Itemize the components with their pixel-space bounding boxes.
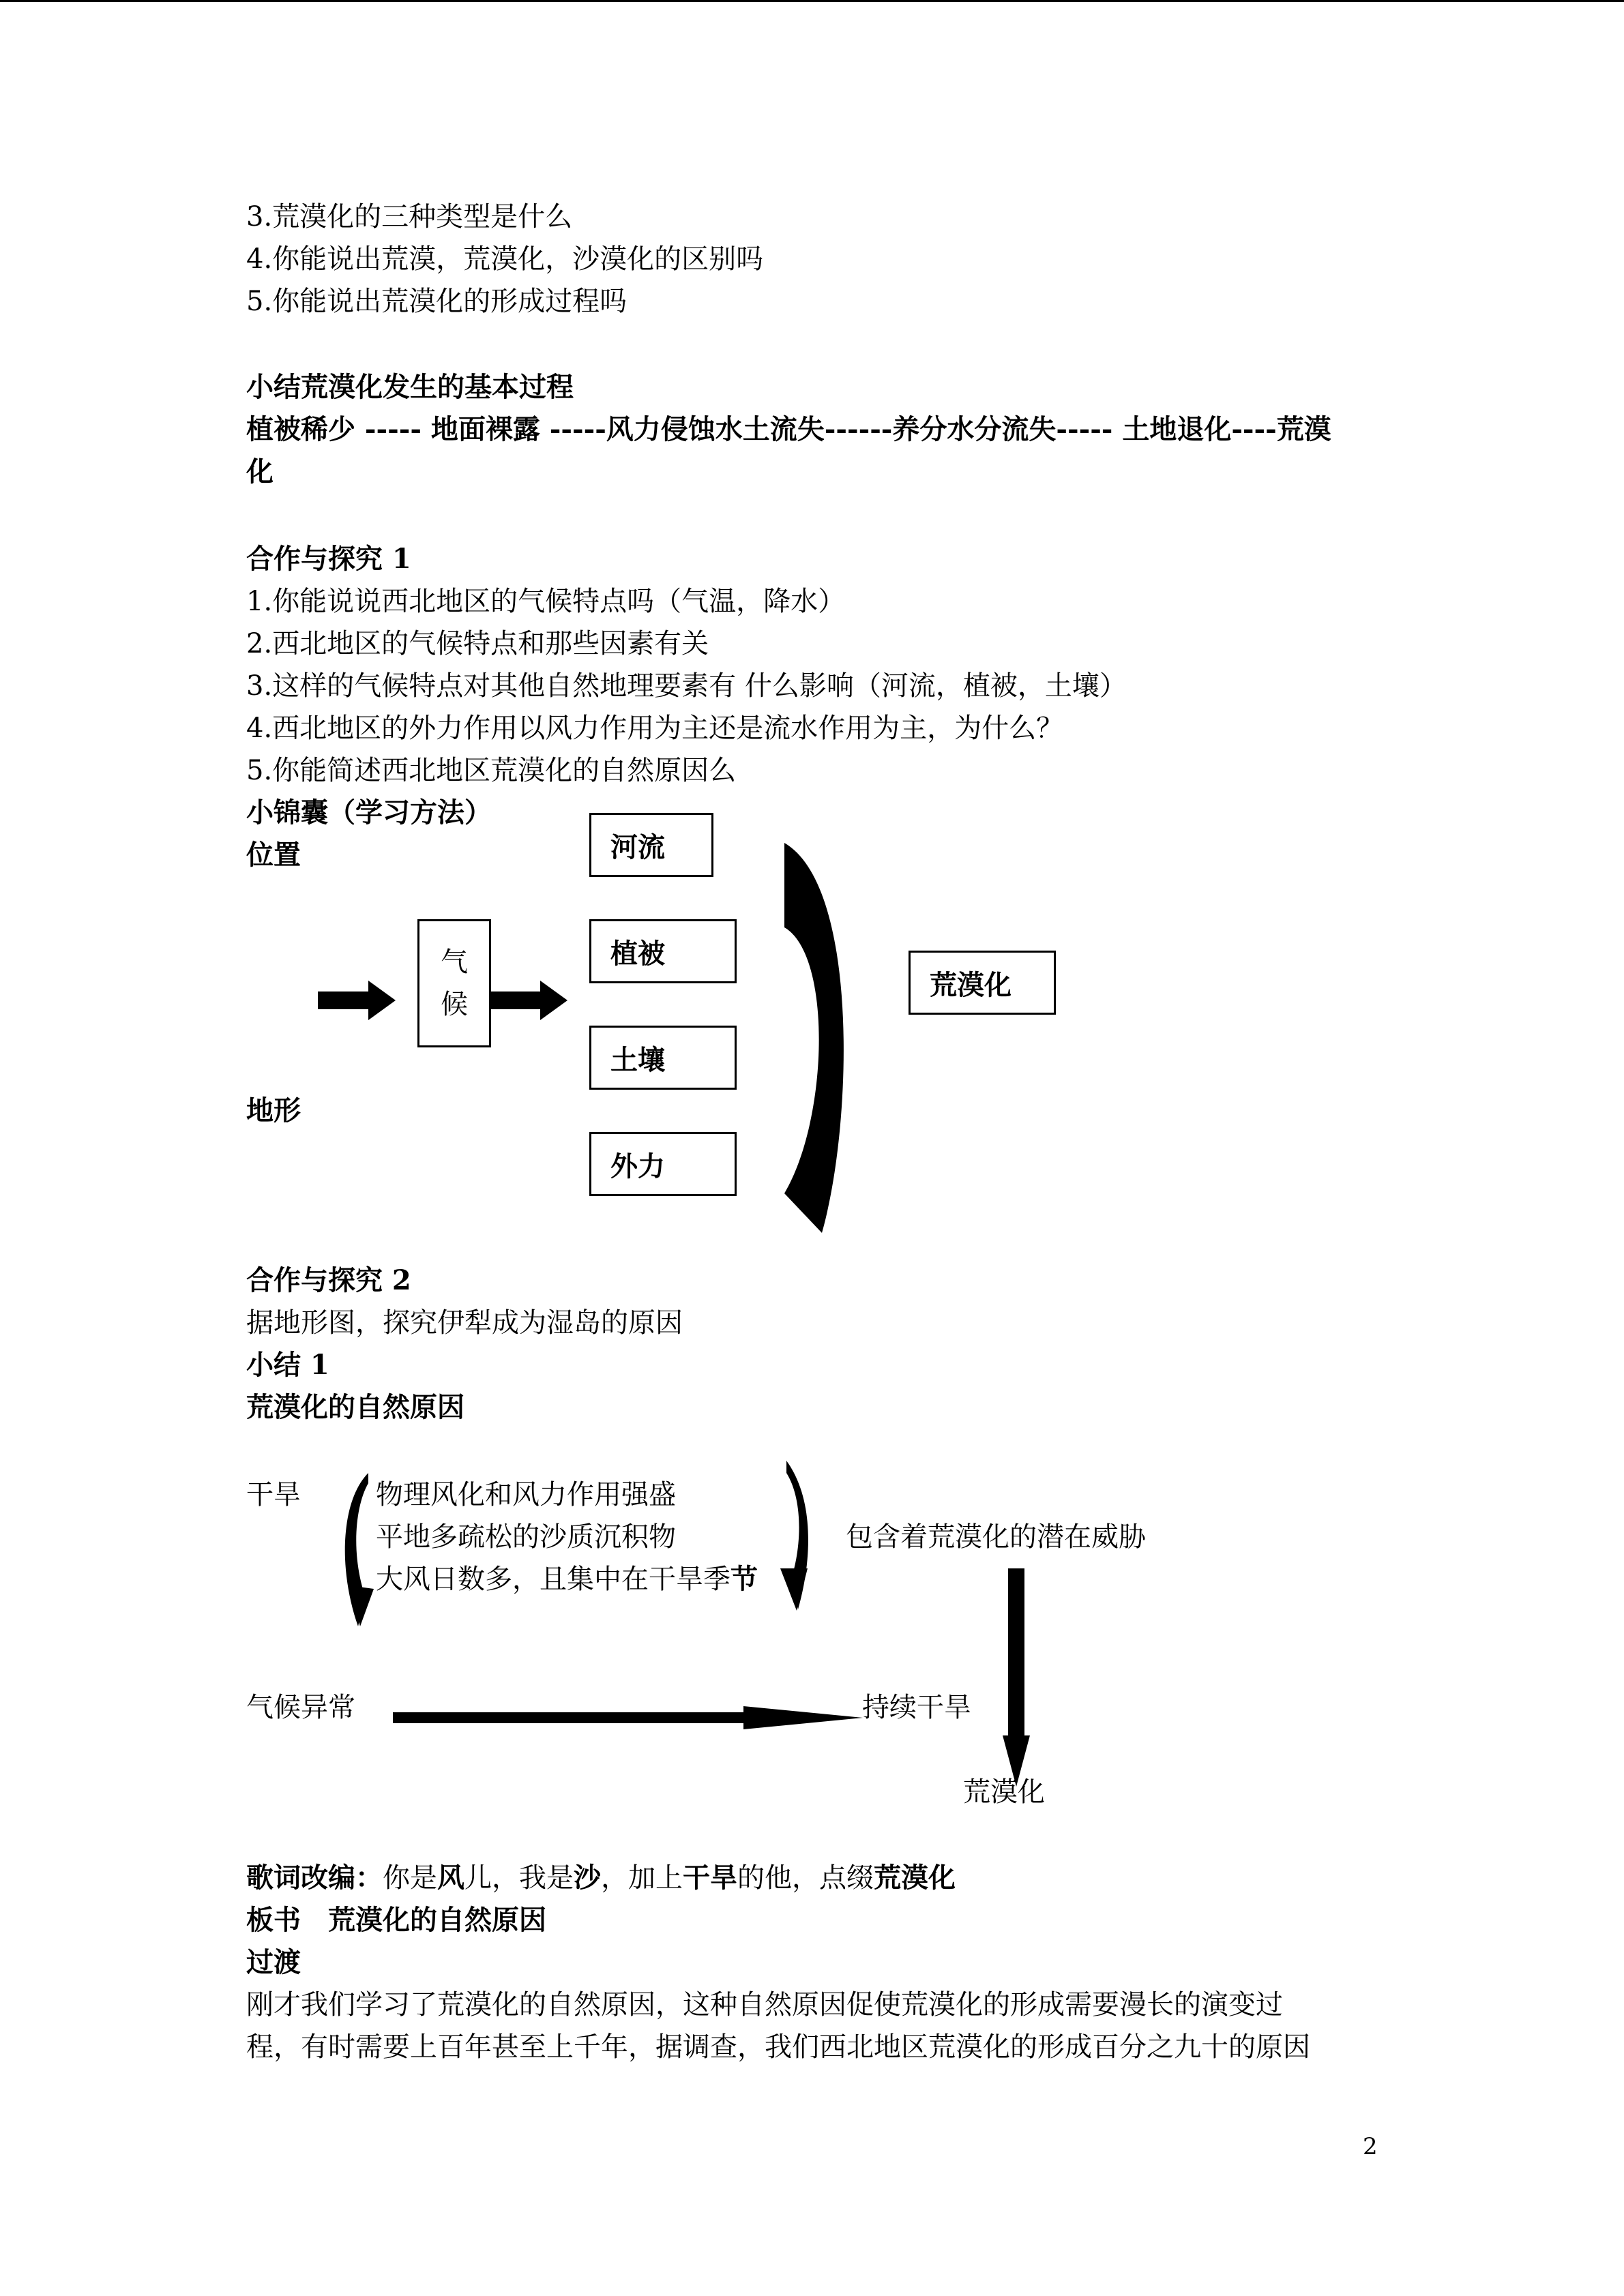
transition-line-2: 程，有时需要上百年甚至上千年，据调查，我们西北地区荒漠化的形成百分之九十的原因	[246, 2031, 1310, 2063]
factor-3-main: 大风日数多，且集中在干旱季	[376, 1564, 730, 1595]
drought-label: 干旱	[246, 1479, 301, 1510]
song-bold-drought: 干旱	[683, 1862, 737, 1894]
threat-text: 包含着荒漠化的潜在威胁	[846, 1521, 1146, 1553]
explore1-question-2: 2.西北地区的气候特点和那些因素有关	[246, 628, 709, 659]
tips-terrain-label: 地形	[246, 1094, 301, 1127]
element-box-vegetation: 植被	[589, 919, 737, 983]
explore2-heading: 合作与探究 2	[246, 1264, 411, 1296]
summary1-result: 荒漠化	[963, 1776, 1045, 1808]
element-box-soil: 土壤	[589, 1026, 737, 1090]
question-5: 5.你能说出荒漠化的形成过程吗	[246, 286, 628, 317]
page-number: 2	[1363, 2133, 1378, 2160]
song-part-4: 的他，点缀	[737, 1862, 874, 1894]
element-box-river: 河流	[589, 813, 713, 877]
question-4: 4.你能说出荒漠，荒漠化，沙漠化的区别吗	[246, 243, 764, 275]
board-line	[246, 1904, 546, 1937]
transition-heading: 过渡	[246, 1946, 301, 1978]
explore1-question-5: 5.你能简述西北地区荒漠化的自然原因么	[246, 755, 737, 786]
climate-char-2: 候	[441, 989, 468, 1020]
summary-process-line1: 植被稀少 ----- 地面裸露 -----风力侵蚀水土流失------养分水分流失----- 土地退化----荒漠	[246, 413, 1331, 445]
arrow-from-climate	[491, 981, 567, 1020]
song-part-1: 你是	[383, 1862, 437, 1894]
song-bold-wind: 风	[437, 1862, 464, 1894]
arrow-down-to-result	[1003, 1568, 1030, 1787]
sustained-drought-label: 持续干旱	[862, 1692, 971, 1723]
arrow-to-climate	[318, 981, 396, 1020]
song-bold-sand: 沙	[574, 1862, 601, 1894]
climate-char-1: 气	[441, 946, 468, 978]
factor-1: 物理风化和风力作用强盛	[376, 1479, 676, 1510]
song-part-3: ，加上	[601, 1862, 683, 1894]
song-part-2: 儿，我是	[464, 1862, 574, 1894]
factor-3	[376, 1563, 758, 1596]
board-label: 板书	[246, 1904, 301, 1936]
arrow-anomaly-to-drought	[393, 1706, 863, 1729]
tips-position-label: 位置	[246, 839, 301, 871]
summary1-heading: 小结 1	[246, 1349, 329, 1381]
summary-process-line2: 化	[246, 456, 274, 488]
summary-process-heading: 小结荒漠化发生的基本过程	[246, 371, 574, 403]
element-box-external-force: 外力	[589, 1132, 737, 1196]
factor-3-bold: 节	[730, 1563, 758, 1595]
song-label: 歌词改编：	[246, 1862, 383, 1894]
climate-box	[417, 919, 491, 1047]
explore2-text: 据地形图，探究伊犁成为湿岛的原因	[246, 1307, 683, 1339]
transition-line-1: 刚才我们学习了荒漠化的自然原因，这种自然原因促使荒漠化的形成需要漫长的演变过	[246, 1989, 1283, 2021]
explore1-question-1: 1.你能说说西北地区的气候特点吗（气温，降水）	[246, 586, 846, 617]
explore1-heading: 合作与探究 1	[246, 543, 411, 575]
factor-2: 平地多疏松的沙质沉积物	[376, 1521, 676, 1553]
explore1-question-4: 4.西北地区的外力作用以风力作用为主还是流水作用为主，为什么？	[246, 713, 1064, 744]
explore1-question-3: 3.这样的气候特点对其他自然地理要素有 什么影响（河流，植被，土壤）	[246, 670, 1127, 702]
tips-bracket	[784, 843, 844, 1233]
summary1-subheading: 荒漠化的自然原因	[246, 1391, 464, 1423]
song-line	[246, 1862, 956, 1894]
climate-anomaly-label: 气候异常	[246, 1692, 355, 1723]
tips-heading: 小锦囊（学习方法）	[246, 796, 492, 829]
board-title: 荒漠化的自然原因	[328, 1904, 546, 1936]
question-3: 3.荒漠化的三种类型是什么	[246, 201, 573, 233]
result-box-desertification: 荒漠化	[909, 951, 1056, 1015]
song-bold-desertification: 荒漠化	[874, 1862, 956, 1894]
